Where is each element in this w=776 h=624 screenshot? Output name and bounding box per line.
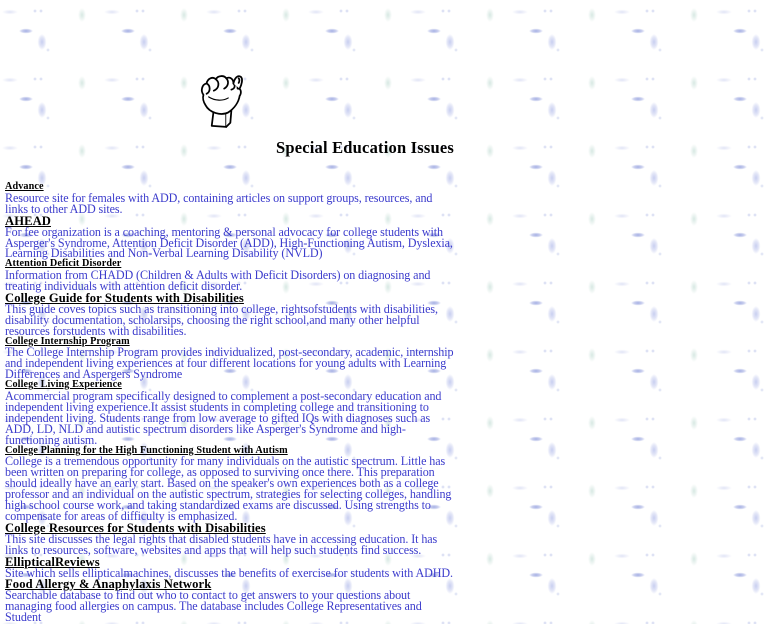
resource-section — [5, 337, 455, 381]
resource-link[interactable]: College Resources for Students with Disabilities — [5, 520, 266, 535]
resource-link[interactable]: AHEAD — [5, 213, 51, 228]
resource-description: Searchable database to find out who to contact to get answers to your questions about managing food allergies on campus. The database includes College Representatives and Student — [5, 588, 422, 624]
resource-description: For fee organization is a coaching, mentoring & personal advocacy for college students with Asperger's Syndrome, Attention Deficit Disorder (ADD), High-Functioning Autism, Dyslexia, Learning Disabilities and Non-Verbal Learning Disability (NVLD) — [5, 224, 453, 261]
sign-language-hand-icon — [196, 70, 244, 130]
resource-link[interactable]: Food Allergy & Anaphylaxis Network — [5, 577, 212, 592]
resource-section — [5, 259, 455, 292]
resource-section — [5, 578, 455, 623]
resource-section — [5, 556, 455, 579]
resource-description: Site which sells ellipticalmachines, discusses the benefits of exercise for students with ADHD. — [5, 565, 453, 580]
resource-link-list — [5, 182, 455, 623]
resource-section — [5, 380, 455, 445]
resource-description: Resource site for females with ADD, containing articles on support groups, resources, and links to other ADD sites. — [5, 190, 433, 216]
resource-link[interactable]: Attention Deficit Disorder — [5, 258, 122, 270]
resource-section — [5, 292, 455, 337]
resource-link[interactable]: EllipticalReviews — [5, 554, 100, 569]
resource-link[interactable]: College Living Experience — [5, 379, 122, 391]
resource-section — [5, 522, 455, 556]
page-title: Special Education Issues — [275, 138, 455, 157]
resource-link[interactable]: College Planning for the High Functioning Student with Autism — [5, 444, 288, 456]
resource-description: This guide coves topics such as transitioning into college, rightsofstudents with disabilities, disability documentation, scholarsips, choosing the right school,and many other helpful resources forstudents with disabilities. — [5, 301, 438, 338]
resource-description: Information from CHADD (Children & Adults with Deficit Disorders) on diagnosing and treating individuals with attention deficit disorder. — [5, 268, 431, 294]
resource-section — [5, 182, 455, 215]
resource-description: Acommercial program specifically designed to complement a post-secondary education and independent living experience.It assist students in completing college and transitioning to independent living. Students range from low average to gifted IQs with diagnoses such as ADD, LD, NLD and autistic spectrum disorders like Asperger's Syndrome and high-functioning autism. — [5, 388, 442, 447]
resource-link[interactable]: Advance — [5, 181, 44, 192]
resource-link[interactable]: College Guide for Students with Disabilities — [5, 290, 244, 305]
resource-description: College is a tremendous opportunity for many individuals on the autistic spectrum. Little has been written on preparing for college, as opposed to surviving once there. This preparation should ideally have an early start. Based on the speaker's own experiences both as a college professor and an individual on the autistic spectrum, strategies for selecting colleges, handling high school course work, and taking standardized exams are discussed. Using strengths to compensate for areas of difficulty is emphasized. — [5, 454, 452, 523]
resource-section — [5, 215, 455, 260]
resource-link[interactable]: College Internship Program — [5, 335, 130, 347]
resource-description: This site discusses the legal rights that disabled students have in accessing education. It has links to resources, software, websites and apps that will help such students find success. — [5, 531, 438, 557]
resource-description: The College Internship Program provides individualized, post-secondary, academic, internship and independent living experiences at four different locations for young adults with Learning Differences and Aspergers Syndrome — [5, 345, 454, 382]
resource-section — [5, 446, 455, 522]
